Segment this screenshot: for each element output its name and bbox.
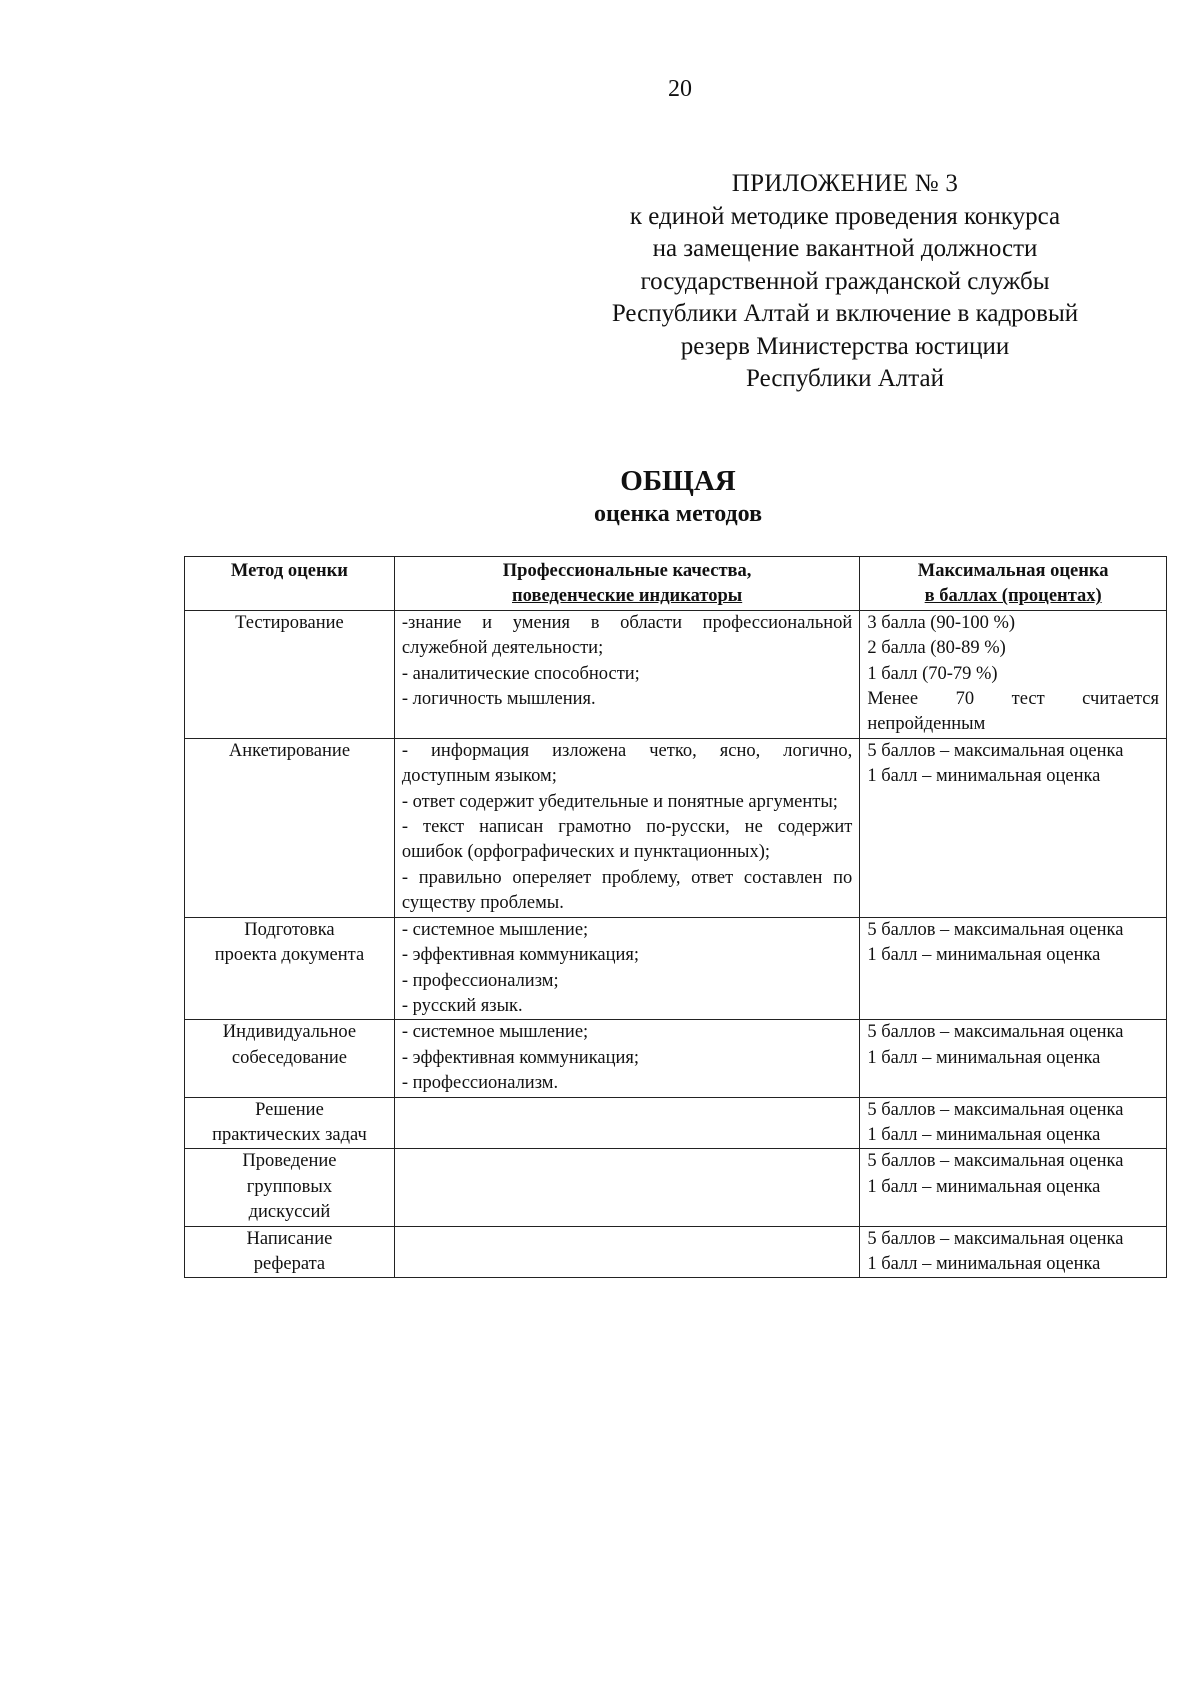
method-cell (185, 1097, 395, 1149)
method-cell (185, 1149, 395, 1226)
appendix-line: Республики Алтай (746, 365, 944, 392)
heading-title: ОБЩАЯ (620, 465, 736, 497)
qualities-cell (394, 917, 859, 1020)
appendix-line: резерв Министерства юстиции (680, 332, 1010, 360)
method-name-line: реферата (253, 1253, 326, 1274)
method-name-line: собеседование (231, 1047, 347, 1068)
score-line: 1 балл – минимальная оценка (867, 1253, 1101, 1274)
method-name-line: групповых (246, 1176, 333, 1197)
score-line: 5 баллов – максимальная оценка (867, 1099, 1124, 1120)
table-body (185, 610, 1167, 1278)
quality-indicator: - правильно опереляет проблему, ответ составлен по существу проблемы. (401, 867, 853, 914)
table-row (185, 917, 1167, 1020)
score-cell (860, 738, 1167, 917)
quality-indicator: - системное мышление; (401, 1022, 589, 1043)
method-name-line: дискуссий (248, 1202, 331, 1223)
table-header-row (185, 557, 1167, 611)
score-line: 1 балл (70-79 %) (867, 663, 998, 684)
method-name-line: Анкетирование (228, 740, 351, 761)
method-cell (185, 738, 395, 917)
score-cell (860, 1226, 1167, 1278)
score-cell (860, 917, 1167, 1020)
method-cell (185, 917, 395, 1020)
page-number: 20 (668, 76, 692, 102)
score-line: 1 балл – минимальная оценка (867, 1176, 1101, 1197)
qualities-cell (394, 1097, 859, 1149)
score-cell (860, 1097, 1167, 1149)
score-line: 5 баллов – максимальная оценка (867, 740, 1124, 761)
document-heading (0, 463, 1200, 529)
score-line: 1 балл – минимальная оценка (867, 1047, 1101, 1068)
quality-indicator: - аналитические способности; (401, 663, 640, 684)
method-name-line: Подготовка (244, 919, 335, 940)
method-name-line: проекта документа (214, 945, 365, 966)
score-cell (860, 610, 1167, 738)
header-method: Метод оценки (185, 557, 395, 611)
header-qualities-line: Профессиональные качества, (502, 561, 752, 581)
method-name-line: Написание (246, 1228, 333, 1249)
appendix-line: государственной гражданской службы (640, 267, 1050, 295)
table-row (185, 738, 1167, 917)
header-qualities-line: поведенческие индикаторы (512, 586, 743, 607)
quality-indicator: - профессионализм. (401, 1073, 559, 1094)
header-score (860, 557, 1167, 611)
score-line: 5 баллов – максимальная оценка (867, 919, 1124, 940)
quality-indicator: - ответ содержит убедительные и понятные аргументы; (401, 791, 838, 812)
appendix-line: к единой методике проведения конкурса (629, 202, 1061, 230)
quality-indicator: - эффективная коммуникация; (401, 1047, 640, 1068)
quality-indicator: -знание и умения в области профессиональной служебной деятельности; (401, 612, 853, 659)
score-line: 3 балла (90-100 %) (867, 612, 1016, 633)
method-cell (185, 1020, 395, 1097)
qualities-cell (394, 1020, 859, 1097)
quality-indicator: - системное мышление; (401, 919, 589, 940)
score-line: 5 баллов – максимальная оценка (867, 1151, 1124, 1172)
table-row (185, 610, 1167, 738)
method-cell (185, 1226, 395, 1278)
heading-subtitle: оценка методов (593, 501, 763, 527)
table-row (185, 1097, 1167, 1149)
score-cell (860, 1020, 1167, 1097)
qualities-cell (394, 610, 859, 738)
header-qualities (394, 557, 859, 611)
quality-indicator: - текст написан грамотно по-русски, не содержит ошибок (орфографических и пунктационных); (401, 817, 853, 863)
score-line: 1 балл – минимальная оценка (867, 766, 1101, 787)
header-score-line: в баллах (процентах) (924, 586, 1102, 607)
appendix-title: ПРИЛОЖЕНИЕ № 3 (731, 170, 959, 197)
qualities-cell (394, 1226, 859, 1278)
score-line: 1 балл – минимальная оценка (867, 945, 1101, 966)
table-row (185, 1149, 1167, 1226)
appendix-block (590, 168, 1100, 396)
score-cell (860, 1149, 1167, 1226)
method-name-line: Индивидуальное (222, 1022, 357, 1043)
score-line: Менее 70 тест считается непройденным (867, 689, 1159, 735)
header-score-line: Максимальная оценка (917, 561, 1109, 581)
score-line: 1 балл – минимальная оценка (867, 1124, 1101, 1145)
method-name-line: Решение (255, 1099, 324, 1120)
quality-indicator: - русский язык. (401, 995, 523, 1016)
quality-indicator: - профессионализм; (401, 970, 559, 991)
score-line: 2 балла (80-89 %) (867, 638, 1006, 659)
quality-indicator: - информация изложена четко, ясно, логично, доступным языком; (401, 740, 853, 787)
table-row (185, 1226, 1167, 1278)
evaluation-methods-table (184, 556, 1167, 1278)
method-name-line: практических задач (212, 1124, 367, 1145)
appendix-line: Республики Алтай и включение в кадровый (611, 300, 1079, 327)
score-line: 5 баллов – максимальная оценка (867, 1228, 1124, 1249)
method-name-line: Тестирование (235, 612, 344, 633)
qualities-cell (394, 1149, 859, 1226)
table-row (185, 1020, 1167, 1097)
quality-indicator: - эффективная коммуникация; (401, 945, 640, 966)
quality-indicator: - логичность мышления. (401, 689, 596, 710)
appendix-line: на замещение вакантной должности (652, 235, 1038, 262)
method-name-line: Проведение (242, 1151, 337, 1172)
score-line: 5 баллов – максимальная оценка (867, 1022, 1124, 1043)
qualities-cell (394, 738, 859, 917)
method-cell (185, 610, 395, 738)
